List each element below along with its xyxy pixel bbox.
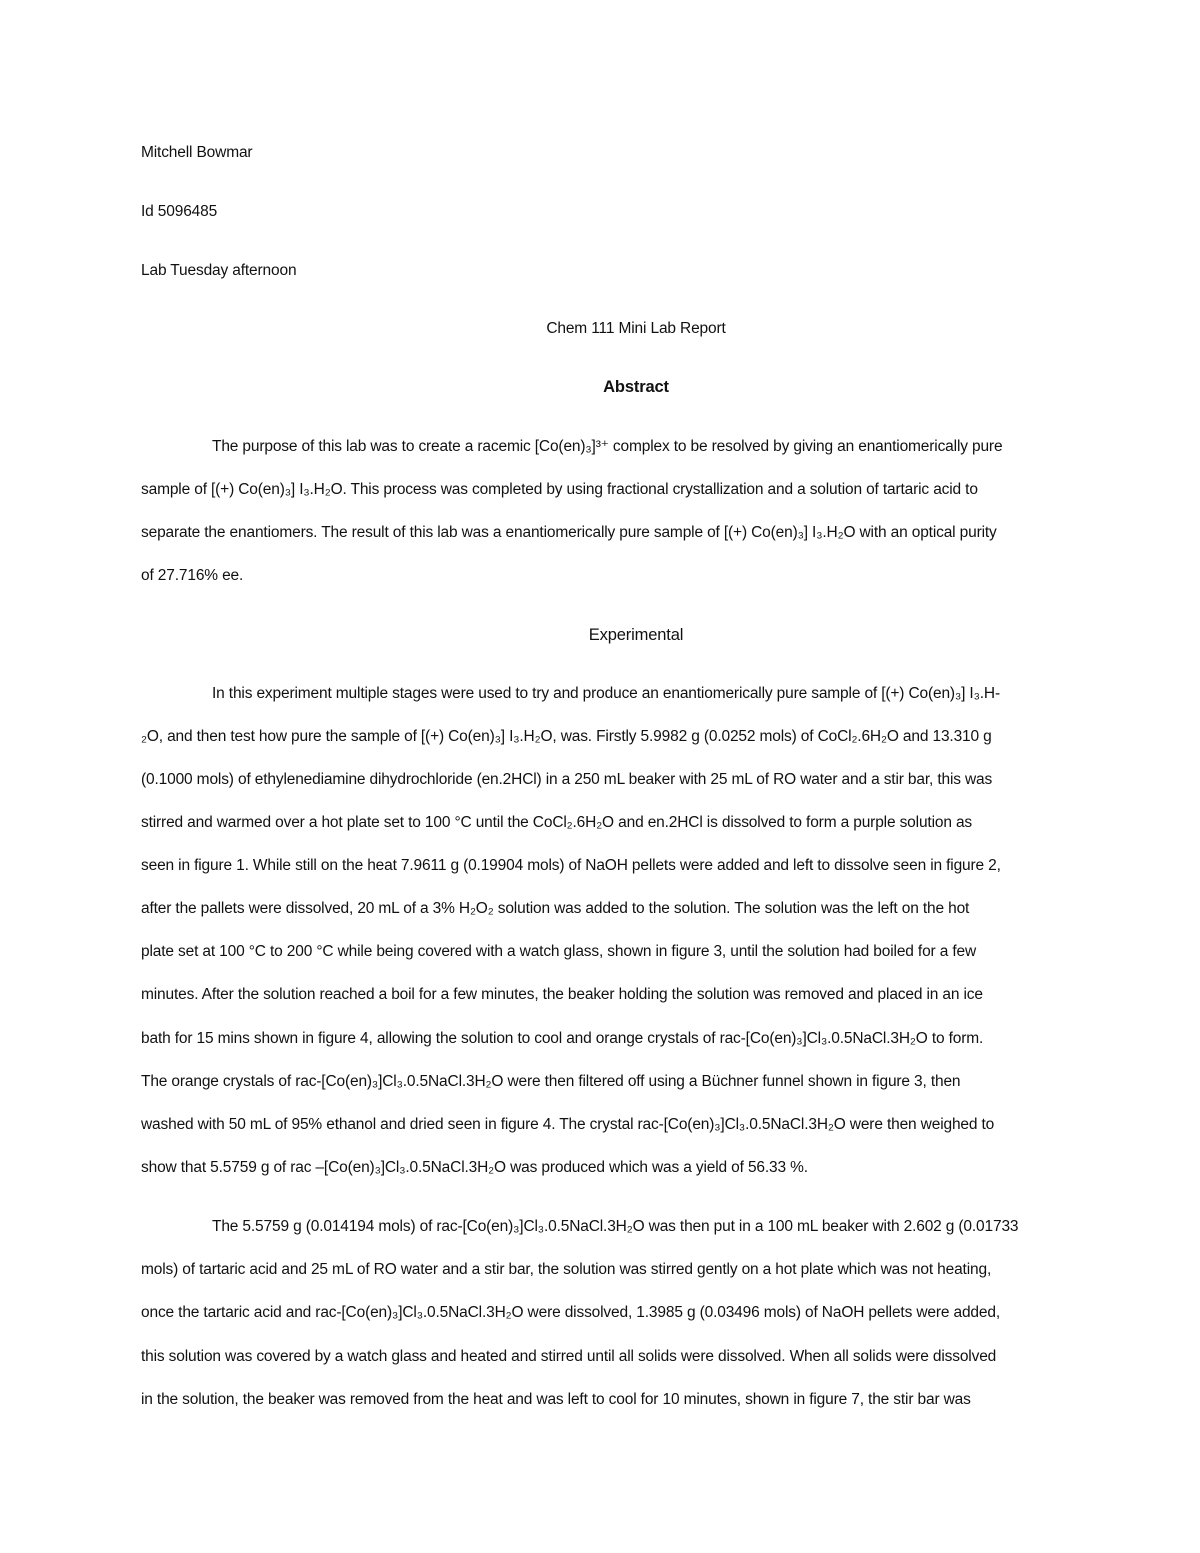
- experimental-line: this solution was covered by a watch glass and heated and stirred until all solids were dissolved. When all solids were dissolved: [141, 1348, 997, 1365]
- abstract-heading: Abstract: [603, 378, 669, 396]
- lab-session: Lab Tuesday afternoon: [141, 262, 297, 279]
- experimental-heading: Experimental: [588, 626, 684, 644]
- experimental-line: In this experiment multiple stages were used to try and produce an enantiomerically pure sample of [(+) Co(en)₃] I₃.H-: [212, 685, 1000, 702]
- experimental-line: plate set at 100 °C to 200 °C while being covered with a watch glass, shown in figure 3, until the solution had boiled for a few: [141, 943, 977, 960]
- experimental-line: washed with 50 mL of 95% ethanol and dried seen in figure 4. The crystal rac-[Co(en)₃]Cl₃.0.5NaCl.3H₂O were then weighed to: [141, 1116, 995, 1133]
- experimental-line: The 5.5759 g (0.014194 mols) of rac-[Co(en)₃]Cl₃.0.5NaCl.3H₂O was then put in a 100 mL beaker with 2.602 g (0.01733: [212, 1218, 1019, 1235]
- experimental-line: once the tartaric acid and rac-[Co(en)₃]Cl₃.0.5NaCl.3H₂O were dissolved, 1.3985 g (0.03496 mols) of NaOH pellets were added,: [141, 1304, 1000, 1321]
- experimental-line: after the pallets were dissolved, 20 mL of a 3% H₂O₂ solution was added to the solution. The solution was the left on the hot: [141, 900, 970, 917]
- experimental-line: stirred and warmed over a hot plate set to 100 °C until the CoCl₂.6H₂O and en.2HCl is dissolved to form a purple solution as: [141, 814, 973, 831]
- abstract-line: separate the enantiomers. The result of this lab was a enantiomerically pure sample of [(+) Co(en)₃] I₃.H₂O with an optical purity: [141, 524, 997, 541]
- experimental-line: bath for 15 mins shown in figure 4, allowing the solution to cool and orange crystals of rac-[Co(en)₃]Cl₃.0.5NaCl.3H₂O to form.: [141, 1030, 984, 1047]
- experimental-line: mols) of tartaric acid and 25 mL of RO water and a stir bar, the solution was stirred gently on a hot plate which was not heating,: [141, 1261, 992, 1278]
- experimental-line: in the solution, the beaker was removed from the heat and was left to cool for 10 minutes, shown in figure 7, the stir bar was: [141, 1391, 971, 1408]
- experimental-line: minutes. After the solution reached a boil for a few minutes, the beaker holding the solution was removed and placed in an ice: [141, 986, 983, 1003]
- student-id: Id 5096485: [141, 203, 218, 220]
- abstract-line: sample of [(+) Co(en)₃] I₃.H₂O. This process was completed by using fractional crystallization and a solution of tartaric acid to: [141, 481, 978, 498]
- abstract-line: The purpose of this lab was to create a racemic [Co(en)₃]³⁺ complex to be resolved by giving an enantiomerically pure: [212, 438, 1003, 455]
- experimental-line: ₂O, and then test how pure the sample of [(+) Co(en)₃] I₃.H₂O, was. Firstly 5.9982 g (0.0252 mols) of CoCl₂.6H₂O and 13.310 g: [141, 728, 992, 745]
- experimental-line: seen in figure 1. While still on the heat 7.9611 g (0.19904 mols) of NaOH pellets were added and left to dissolve seen in figure 2,: [141, 857, 1001, 874]
- experimental-line: (0.1000 mols) of ethylenediamine dihydrochloride (en.2HCl) in a 250 mL beaker with 25 mL of RO water and a stir bar, this was: [141, 771, 993, 788]
- report-title: Chem 111 Mini Lab Report: [546, 320, 726, 337]
- abstract-line: of 27.716% ee.: [141, 567, 244, 584]
- experimental-line: show that 5.5759 g of rac –[Co(en)₃]Cl₃.0.5NaCl.3H₂O was produced which was a yield of 56.33 %.: [141, 1159, 808, 1176]
- experimental-line: The orange crystals of rac-[Co(en)₃]Cl₃.0.5NaCl.3H₂O were then filtered off using a Büchner funnel shown in figure 3, then: [141, 1073, 961, 1090]
- author-name: Mitchell Bowmar: [141, 144, 253, 161]
